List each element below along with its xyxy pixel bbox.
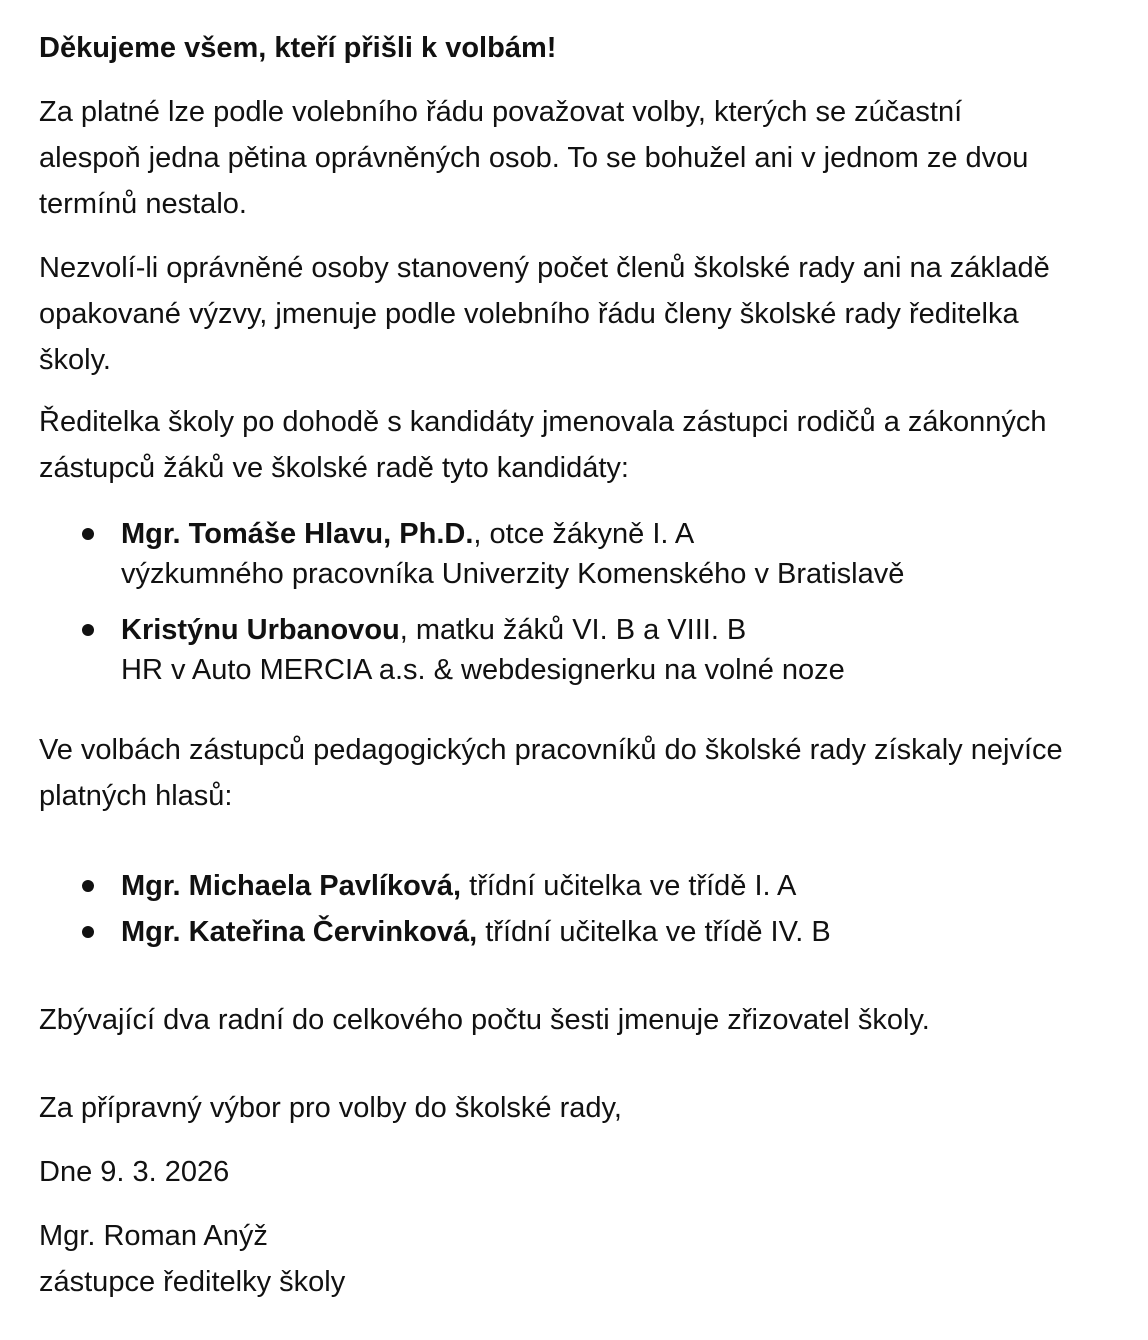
- paragraph-line: školy.: [39, 344, 111, 376]
- bullet-icon: [82, 624, 94, 636]
- teacher-role: třídní učitelka ve třídě IV. B: [477, 916, 831, 948]
- teacher-name: Mgr. Kateřina Červinková,: [121, 916, 478, 948]
- candidate-detail: výzkumného pracovníka Univerzity Komenského v Bratislavě: [121, 558, 905, 590]
- list-item-line: [121, 612, 746, 648]
- paragraph-line: zástupců žáků ve školské radě tyto kandidáty:: [39, 452, 629, 484]
- candidate-name: Mgr. Tomáše Hlavu, Ph.D.: [121, 518, 474, 550]
- candidate-name: Kristýnu Urbanovou: [121, 614, 400, 646]
- list-item-line: [121, 516, 694, 552]
- paragraph-line: termínů nestalo.: [39, 188, 247, 220]
- closing-line: Za přípravný výbor pro volby do školské rady,: [39, 1092, 622, 1124]
- signature-title: zástupce ředitelky školy: [39, 1266, 346, 1298]
- candidate-role: , matku žáků VI. B a VIII. B: [399, 614, 747, 646]
- paragraph-line: Nezvolí-li oprávněné osoby stanovený počet členů školské rady ani na základě: [39, 252, 1050, 284]
- paragraph-line: Ředitelka školy po dohodě s kandidáty jmenovala zástupci rodičů a zákonných: [39, 406, 1047, 438]
- paragraph-founder: Zbývající dva radní do celkového počtu šesti jmenuje zřizovatel školy.: [39, 1004, 930, 1036]
- bullet-icon: [82, 528, 94, 540]
- paragraph-line: alespoň jedna pětina oprávněných osob. To se bohužel ani v jednom ze dvou: [39, 142, 1029, 174]
- paragraph-line: platných hlasů:: [39, 780, 233, 812]
- paragraph-line: Ve volbách zástupců pedagogických pracovníků do školské rady získaly nejvíce: [39, 734, 1063, 766]
- bullet-icon: [82, 926, 94, 938]
- candidate-detail: HR v Auto MERCIA a.s. & webdesignerku na volné noze: [121, 654, 845, 686]
- teacher-role: třídní učitelka ve třídě I. A: [461, 870, 797, 902]
- teacher-name: Mgr. Michaela Pavlíková,: [121, 870, 462, 902]
- list-item-line: [121, 868, 796, 904]
- candidate-role: , otce žákyně I. A: [473, 518, 695, 550]
- list-item-line: [121, 914, 831, 950]
- paragraph-line: Za platné lze podle volebního řádu považovat volby, kterých se zúčastní: [39, 96, 963, 128]
- signature-name: Mgr. Roman Anýž: [39, 1220, 268, 1252]
- bullet-icon: [82, 880, 94, 892]
- paragraph-line: opakované výzvy, jmenuje podle volebního řádu členy školské rady ředitelka: [39, 298, 1019, 330]
- heading: Děkujeme všem, kteří přišli k volbám!: [39, 32, 557, 64]
- date-line: Dne 9. 3. 2026: [39, 1156, 230, 1188]
